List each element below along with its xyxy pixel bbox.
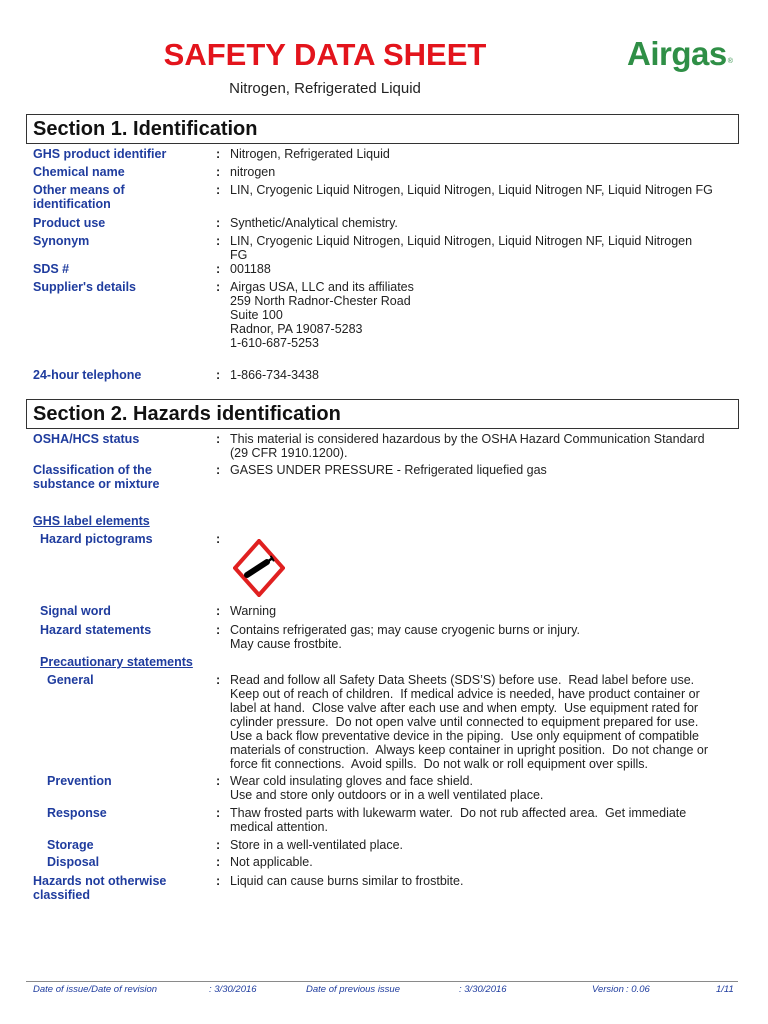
hazards-not-otherwise-classified-row [0,874,768,902]
field-value: Airgas USA, LLC and its affiliates 259 North Radnor-Chester Road Suite 100 Radnor, PA 19087-5283 1-610-687-5253 [230,280,414,350]
field-value: Synthetic/Analytical chemistry. [230,216,398,230]
field-value: Liquid can cause burns similar to frostbite. [230,874,464,888]
field-value: Read and follow all Safety Data Sheets (SDS’S) before use. Read label before use. Keep out of reach of children. If medical advice is needed, have product container or label at hand. Close valve after each use and when empty. Use equipment rated for cylinder pressure. Do not open valve until connected to equipment prepared for use. Use a back flow preventative device in the piping. Use only equipment of compatible materials of construction. Always keep container in upright position. Do not change or force fit connections. Avoid spills. Do not walk or roll equipment over spills. [230,673,709,771]
section-1-title: Section 1. Identification [33,118,258,140]
field-value: Store in a well-ventilated place. [230,838,404,852]
airgas-logo [627,34,733,82]
storage-row [0,838,768,852]
hazard-pictograms-row [0,532,768,546]
issue-date-value: : 3/30/2016 [209,984,257,995]
product-use-row [0,216,768,230]
separator: : [216,532,221,546]
field-value: Wear cold insulating gloves and face shield. Use and store only outdoors or in a well ventilated place. [230,774,544,802]
suppliers-details-row [0,280,768,350]
ghs-label-elements-row [0,514,768,528]
field-value: nitrogen [230,165,276,179]
separator: : [216,165,221,179]
ghs-label-elements-heading: GHS label elements [33,514,150,528]
separator: : [216,183,221,197]
field-label: Prevention [47,774,112,788]
separator: : [216,838,221,852]
separator: : [216,623,221,637]
synonym-row [0,234,768,262]
field-label: Other means of identification [33,183,125,211]
disposal-row [0,855,768,869]
separator: : [216,463,221,477]
separator: : [216,806,221,820]
field-value: Nitrogen, Refrigerated Liquid [230,147,390,161]
logo-text: Airgas [627,35,727,72]
general-row [0,673,768,771]
separator: : [216,368,221,382]
ghs-product-identifier-row [0,147,768,161]
field-label: Signal word [40,604,111,618]
product-subtitle: Nitrogen, Refrigerated Liquid [229,80,421,97]
field-label: SDS # [33,262,70,276]
version-value: : 0.06 [626,984,650,995]
separator: : [216,855,221,869]
field-label: Synonym [33,234,90,248]
previous-issue-label: Date of previous issue [306,984,400,995]
sds-number-row [0,262,768,276]
field-label: Response [47,806,107,820]
chemical-name-row [0,165,768,179]
registered-mark: ® [727,58,733,65]
separator: : [216,147,221,161]
previous-issue-value: : 3/30/2016 [459,984,507,995]
page-number: 1/11 [716,984,734,995]
field-label: Product use [33,216,106,230]
prevention-row [0,774,768,802]
separator: : [216,874,221,888]
issue-date-label: Date of issue/Date of revision [33,984,158,995]
footer-divider [26,981,738,982]
field-value: This material is considered hazardous by the OSHA Hazard Communication Standard (29 CFR 1910.1200). [230,432,705,460]
field-value: 001188 [230,262,271,276]
gas-cylinder-pictogram-icon [233,539,285,597]
field-label: Storage [47,838,94,852]
field-label: Hazards not otherwise classified [33,874,167,902]
field-value: LIN, Cryogenic Liquid Nitrogen, Liquid Nitrogen, Liquid Nitrogen NF, Liquid Nitrogen FG [230,234,693,262]
response-row [0,806,768,834]
separator: : [216,234,221,248]
field-value: LIN, Cryogenic Liquid Nitrogen, Liquid Nitrogen, Liquid Nitrogen NF, Liquid Nitrogen FG [230,183,713,197]
separator: : [216,774,221,788]
hazard-statements-row [0,623,768,651]
field-value: 1-866-734-3438 [230,368,319,382]
field-label: GHS product identifier [33,147,167,161]
classification-row [0,463,768,491]
field-label: Chemical name [33,165,125,179]
field-value: GASES UNDER PRESSURE - Refrigerated liquefied gas [230,463,547,477]
section-2-header [26,399,739,429]
separator: : [216,604,221,618]
field-label: General [47,673,94,687]
field-label: Classification of the substance or mixture [33,463,160,491]
separator: : [216,216,221,230]
separator: : [216,262,221,276]
field-value: Contains refrigerated gas; may cause cryogenic burns or injury. May cause frostbite. [230,623,580,651]
version-label: Version [592,984,624,995]
field-label: Hazard pictograms [40,532,153,546]
separator: : [216,673,221,687]
field-label: Hazard statements [40,623,152,637]
emergency-telephone-row [0,368,768,382]
section-1-header [26,114,739,144]
separator: : [216,432,221,446]
field-value: Thaw frosted parts with lukewarm water. Do not rub affected area. Get immediate medical attention. [230,806,687,834]
precautionary-statements-heading: Precautionary statements [40,655,193,669]
section-2-title: Section 2. Hazards identification [33,403,341,425]
osha-hcs-status-row [0,432,768,460]
field-label: Disposal [47,855,100,869]
separator: : [216,280,221,294]
other-means-of-identification-row [0,183,768,211]
field-label: Supplier's details [33,280,137,294]
field-value: Not applicable. [230,855,313,869]
precautionary-statements-row [0,655,768,669]
field-label: OSHA/HCS status [33,432,140,446]
field-label: 24-hour telephone [33,368,142,382]
signal-word-row [0,604,768,618]
document-title: SAFETY DATA SHEET [163,37,487,72]
field-value: Warning [230,604,277,618]
